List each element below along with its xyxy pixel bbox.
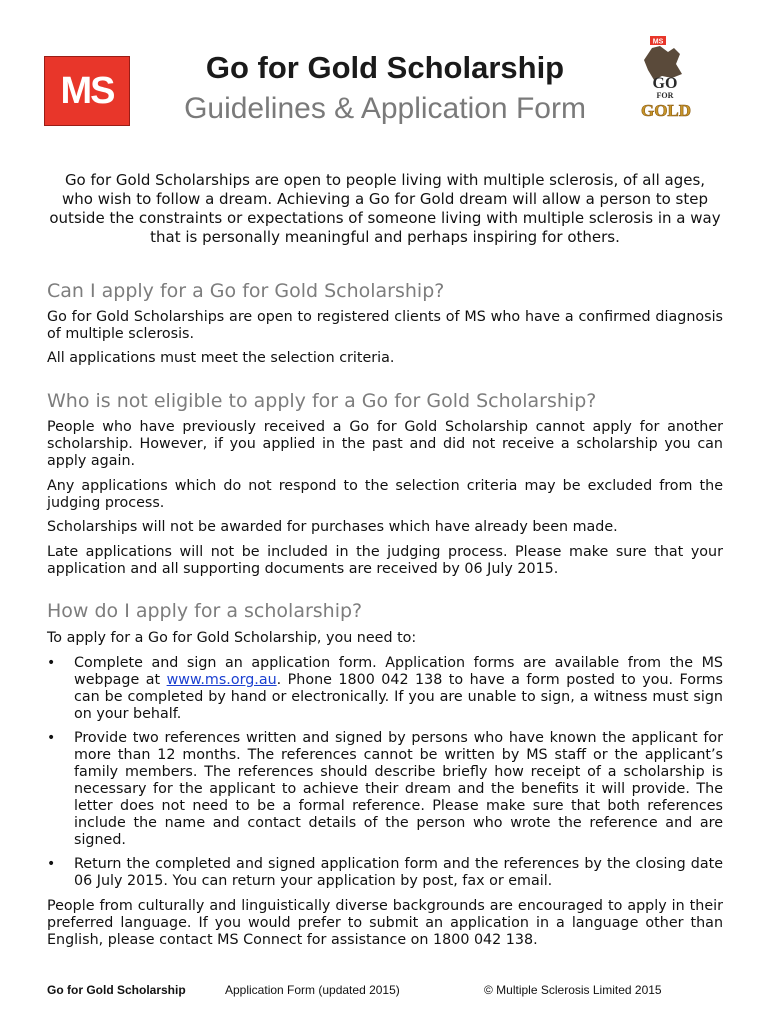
bullet-icon: •	[47, 655, 56, 671]
gold-logo-gold: GOLD	[640, 101, 692, 120]
bullet-text-return-form: Return the completed and signed application form and the references by the closing date 06 July 2015. You can return your application by post, fax or email.	[74, 856, 723, 889]
section1-paragraph-1: Go for Gold Scholarships are open to registered clients of MS who have a confirmed diagnosis of multiple sclerosis.	[47, 309, 723, 342]
section-heading-not-eligible: Who is not eligible to apply for a Go for Gold Scholarship?	[47, 390, 597, 412]
ms-logo-text: MS	[60, 69, 114, 112]
section2-paragraph-3: Scholarships will not be awarded for purchases which have already been made.	[47, 519, 618, 535]
bullet-text-application-form: Complete and sign an application form. Application forms are available from the MS webpage at www.ms.org.au. Phone 1800 042 138 to have a form posted to you. Forms can be completed by hand or electronically. If you are unable to sign, a witness must sign on your behalf.	[74, 655, 724, 722]
bullet-icon: •	[47, 856, 56, 872]
page-subtitle: Guidelines & Application Form	[184, 92, 586, 125]
bullet-text-references: Provide two references written and signed by persons who have known the applicant for more than 12 months. The references cannot be written by MS staff or the applicant’s family members. The references should describe briefly how receipt of a scholarship is necessary for the applicant to achieve their dream and the benefits it will provide. The letter does not need to be a formal reference. Please make sure that both references include the name and contact details of the person who wrote the reference and are signed.	[74, 730, 723, 848]
gold-logo-badge: MS	[652, 38, 664, 46]
ms-logo	[44, 56, 130, 126]
footer-title: Go for Gold Scholarship	[47, 983, 186, 997]
section2-paragraph-4: Late applications will not be included in the judging process. Please make sure that your application and all supporting documents are received by 06 July 2015.	[47, 544, 723, 577]
bullet-icon: •	[47, 730, 56, 746]
section1-paragraph-2: All applications must meet the selection criteria.	[47, 350, 395, 366]
go-for-gold-logo	[632, 34, 702, 126]
section-heading-how-to-apply: How do I apply for a scholarship?	[47, 600, 363, 622]
section3-lead: To apply for a Go for Gold Scholarship, you need to:	[47, 630, 417, 646]
section2-paragraph-2: Any applications which do not respond to the selection criteria may be excluded from the judging process.	[47, 478, 723, 511]
page-title: Go for Gold Scholarship	[205, 50, 565, 85]
section-heading-eligibility: Can I apply for a Go for Gold Scholarship?	[47, 280, 445, 302]
intro-paragraph: Go for Gold Scholarships are open to people living with multiple sclerosis, of all ages, who wish to follow a dream. Achieving a Go for Gold dream will allow a person to step outside the constraints or expectations of someone living with multiple sclerosis in a way that is personally meaningful and perhaps inspiring for others.	[49, 171, 721, 246]
section2-paragraph-1: People who have previously received a Go for Gold Scholarship cannot apply for another scholarship. However, if you applied in the past and did not receive a scholarship you can apply again.	[47, 419, 723, 469]
gold-logo-go: GO	[652, 75, 678, 92]
footer-copyright: © Multiple Sclerosis Limited 2015	[484, 983, 662, 997]
gold-logo-for: FOR	[656, 91, 674, 100]
closing-paragraph: People from culturally and linguistically diverse backgrounds are encouraged to apply in their preferred language. If you would prefer to submit an application in a language other than English, please contact MS Connect for assistance on 1800 042 138.	[47, 898, 723, 948]
footer-form-version: Application Form (updated 2015)	[225, 983, 400, 997]
ms-website-link[interactable]: www.ms.org.au	[166, 672, 277, 688]
